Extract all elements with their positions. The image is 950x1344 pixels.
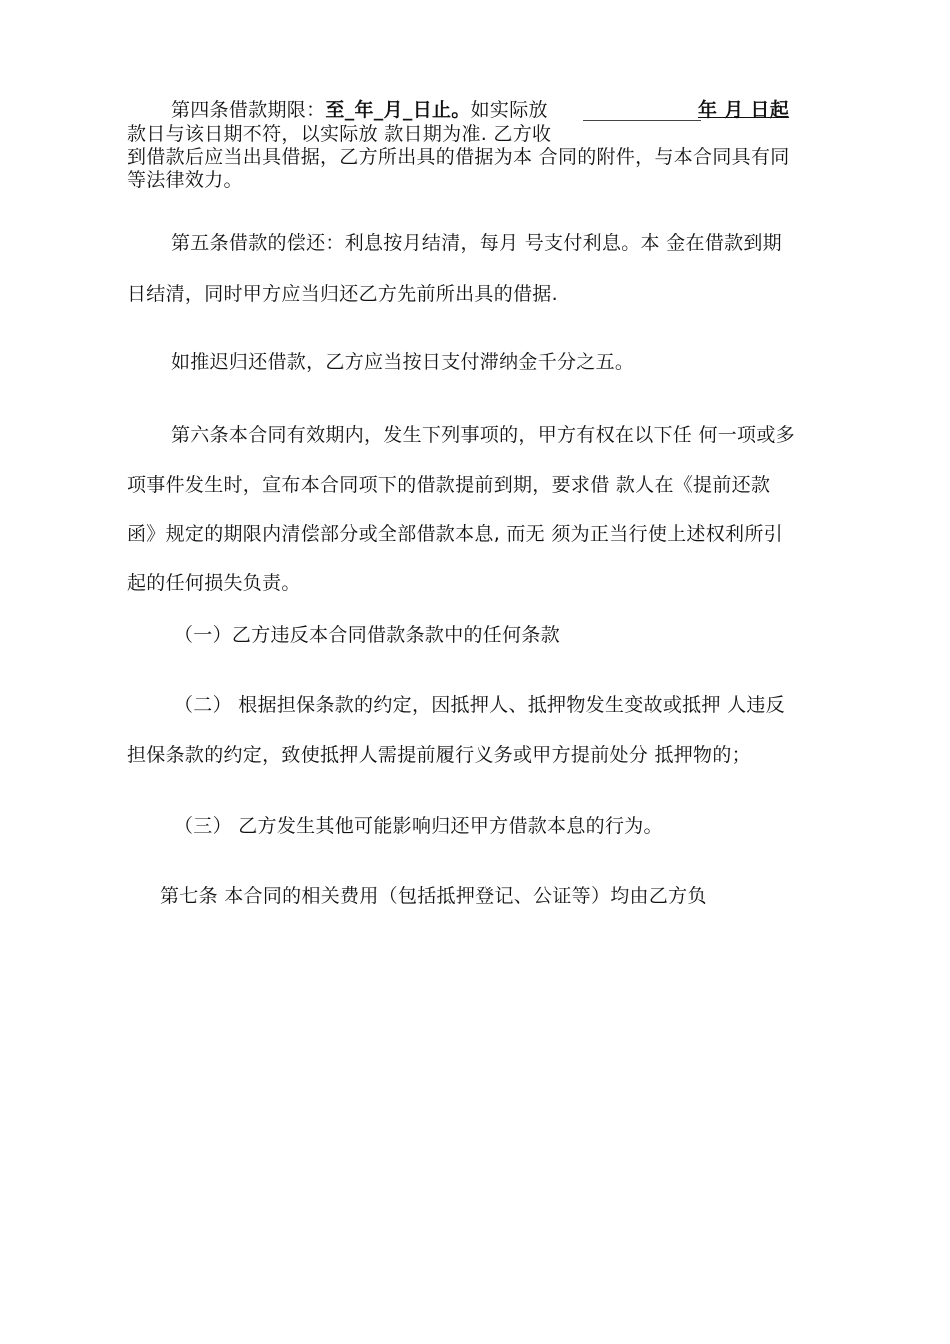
- article6-line2: 项事件发生时，宣布本合同项下的借款提前到期，要求借 款人在《提前还款: [127, 474, 771, 496]
- article4-term-label: 第四条借款期限：: [171, 99, 326, 121]
- article4-start-date: 年 月 日起: [698, 99, 790, 121]
- article5-line2: 日结清，同时甲方应当归还乙方先前所出具的借据.: [127, 283, 558, 305]
- article7: 第七条 本合同的相关费用（包括抵押登记、公证等）均由乙方负: [160, 885, 707, 907]
- item1: （一）乙方违反本合同借款条款中的任何条款: [174, 624, 561, 646]
- article6-line1: 第六条本合同有效期内，发生下列事项的，甲方有权在以下任 何一项或多: [171, 424, 795, 446]
- item3: （三） 乙方发生其他可能影响归还甲方借款本息的行为。: [174, 815, 663, 837]
- article4-line1: [171, 98, 548, 122]
- article4-line2: 款日与该日期不符，以实际放 款日期为准. 乙方收: [127, 123, 552, 145]
- article4-line4: 等法律效力。: [127, 169, 243, 191]
- item2-line2: 担保条款的约定，致使抵押人需提前履行义务或甲方提前处分 抵押物的；: [127, 744, 751, 766]
- late-payment-clause: 如推迟归还借款，乙方应当按日支付滞纳金千分之五。: [171, 351, 635, 373]
- article4-term-end: 至_年_月_日止。: [325, 99, 471, 121]
- article6-line4: 起的任何损失负责。: [127, 572, 301, 594]
- article6-line3: 函》规定的期限内清偿部分或全部借款本息, 而无 须为正当行使上述权利所引: [127, 523, 783, 545]
- blank-underline: [583, 120, 701, 121]
- article5-line1: 第五条借款的偿还：利息按月结清，每月 号支付利息。本 金在借款到期: [171, 232, 782, 254]
- item2-line1: （二） 根据担保条款的约定，因抵押人、抵押物发生变故或抵押 人违反: [174, 694, 785, 716]
- article4-line3: 到借款后应当出具借据，乙方所出具的借据为本 合同的附件，与本合同具有同: [127, 146, 790, 168]
- article4-actual-release: 如实际放: [470, 99, 548, 121]
